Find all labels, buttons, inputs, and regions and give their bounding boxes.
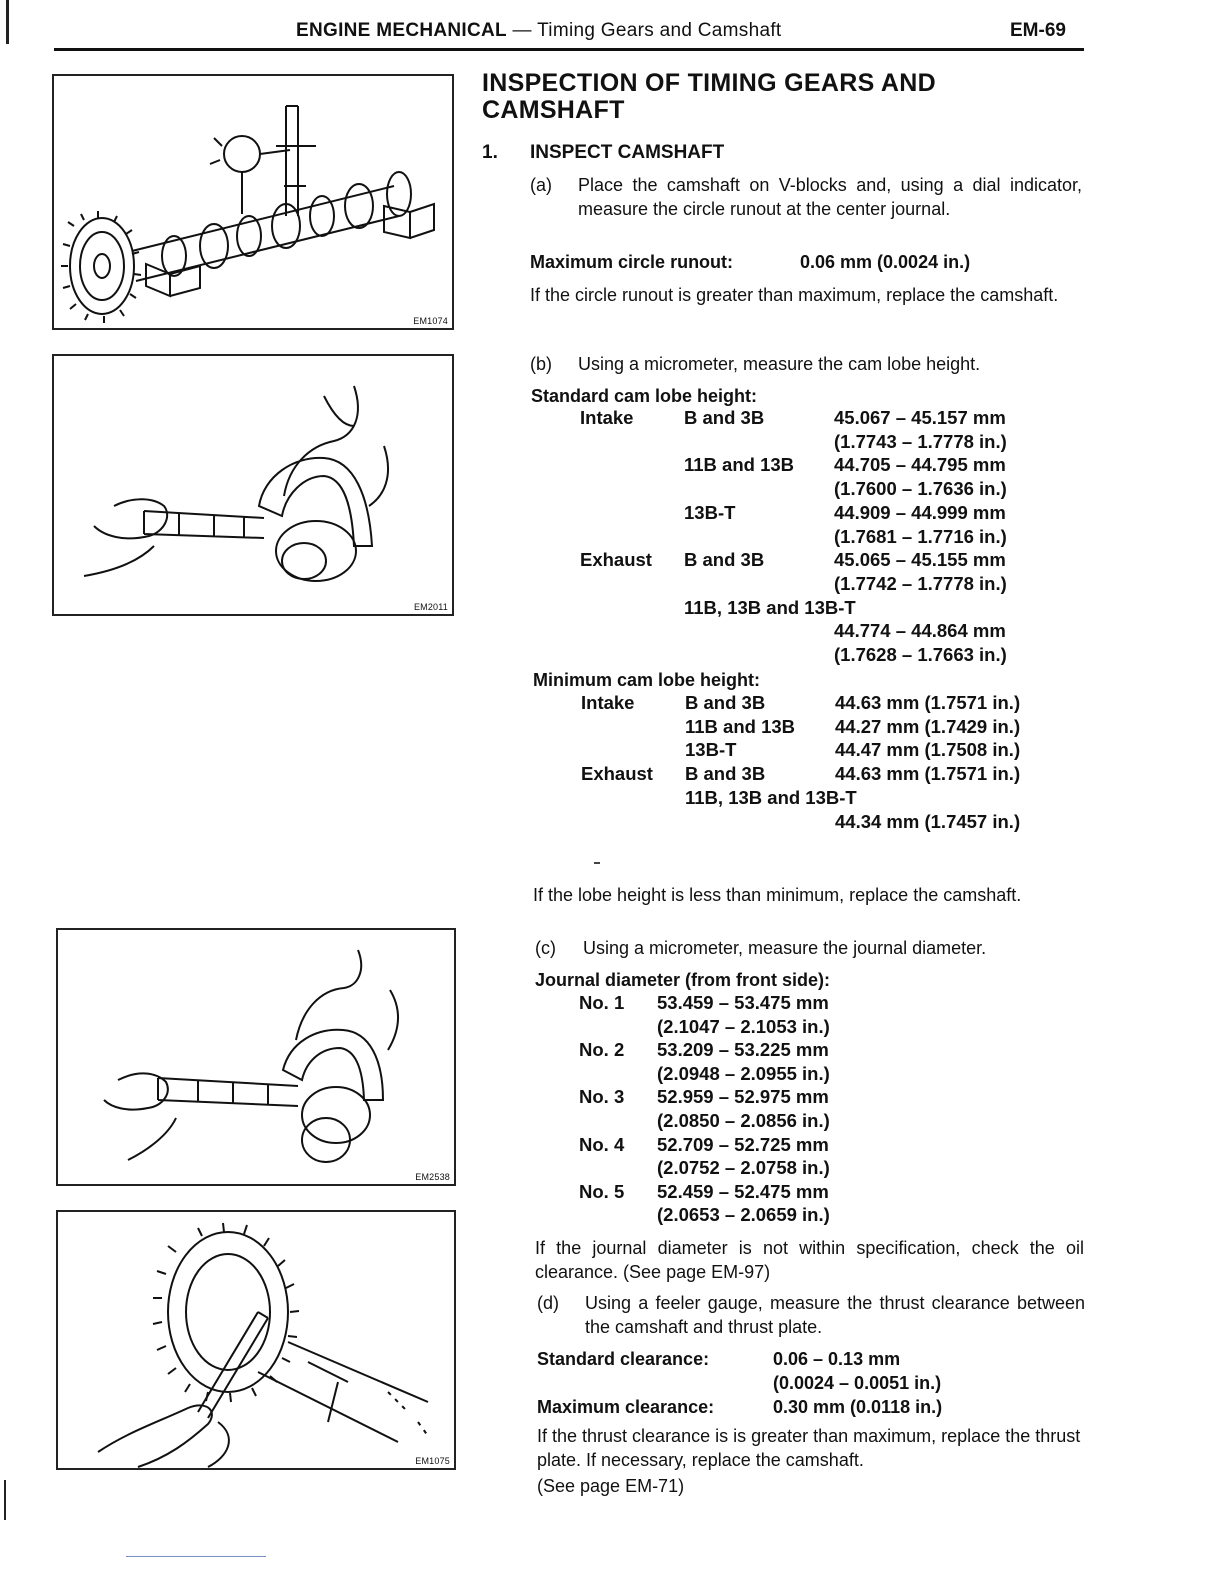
lobe-height-cell: 45.065 – 45.155 mm	[834, 549, 1006, 571]
engine-model-cell: 13B-T	[684, 501, 736, 523]
engine-model-cell: B and 3B	[684, 549, 765, 571]
lobe-height-cell: 45.067 – 45.157 mm	[834, 407, 1006, 428]
max-clearance-label: Maximum clearance:	[537, 1397, 715, 1417]
lobe-height-cell: 44.34 mm (1.7457 in.)	[835, 810, 1021, 832]
figure-camshaft-runout	[52, 74, 454, 330]
engine-model-cell: 11B, 13B and 13B-T	[684, 596, 856, 618]
lobe-height-cell: (1.7742 – 1.7778 in.)	[834, 572, 1007, 594]
journal-in-cell: (2.0653 – 2.0659 in.)	[657, 1204, 830, 1226]
journal-mm-cell: 52.959 – 52.975 mm	[657, 1086, 829, 1108]
lobe-height-cell: 44.774 – 44.864 mm	[834, 620, 1006, 642]
sub-a-note: If the circle runout is greater than maximum, replace the camshaft.	[530, 285, 1059, 305]
sub-a-text: Place the camshaft on V-blocks and, using a dial indicator, measure the circle runout at the center journal.	[578, 175, 1082, 219]
journal-diameter-heading: Journal diameter (from front side):	[535, 970, 831, 990]
lobe-type-cell: Intake	[581, 692, 635, 713]
camshaft-runout-illustration	[54, 76, 454, 330]
engine-model-cell: B and 3B	[684, 407, 765, 428]
lobe-type-cell: Exhaust	[580, 549, 652, 571]
sub-b-label: (b)	[530, 354, 552, 374]
lobe-height-cell: (1.7628 – 1.7663 in.)	[834, 644, 1007, 665]
journal-in-cell: (2.0948 – 2.0955 in.)	[657, 1062, 830, 1084]
lobe-height-cell: 44.705 – 44.795 mm	[834, 454, 1006, 476]
engine-model-cell: 11B and 13B	[685, 715, 796, 737]
journal-in-cell: (2.0850 – 2.0856 in.)	[657, 1110, 830, 1131]
journal-number-cell: No. 3	[579, 1086, 625, 1108]
lobe-height-cell: (1.7681 – 1.7716 in.)	[834, 525, 1007, 547]
lobe-height-cell: 44.63 mm (1.7571 in.)	[835, 692, 1021, 713]
journal-micrometer-illustration	[58, 930, 456, 1186]
journal-number-cell: No. 5	[579, 1180, 625, 1202]
figure-journal-micrometer	[56, 928, 456, 1186]
max-clearance-value: 0.30 mm (0.0118 in.)	[773, 1397, 943, 1417]
max-circle-runout-value: 0.06 mm (0.0024 in.)	[800, 252, 971, 272]
journal-number-cell: No. 2	[579, 1039, 625, 1061]
engine-model-cell: 11B, 13B and 13B-T	[685, 786, 857, 808]
lobe-type-cell: Intake	[580, 407, 634, 428]
footer-rule	[126, 1556, 266, 1557]
page-number: EM-69	[1010, 20, 1066, 41]
header-section: ENGINE MECHANICAL	[296, 20, 507, 41]
sub-c-label: (c)	[535, 938, 556, 958]
std-clearance-value-in: (0.0024 – 0.0051 in.)	[773, 1373, 942, 1393]
engine-model-cell: 13B-T	[685, 739, 737, 761]
figure-label: EM1074	[413, 316, 448, 326]
engine-model-cell: 11B and 13B	[684, 454, 795, 476]
cam-lobe-micrometer-illustration	[54, 356, 454, 616]
engine-model-cell: B and 3B	[685, 692, 766, 713]
sub-d-note: If the thrust clearance is is greater than maximum, replace the thrust plate. If necessary, replace the camshaft.	[537, 1426, 1081, 1470]
scan-edge-mark	[4, 1480, 6, 1520]
journal-number-cell: No. 1	[579, 992, 625, 1013]
figure-label: EM2538	[415, 1172, 450, 1182]
header-separator: —	[512, 20, 532, 41]
step-1-heading	[482, 142, 724, 164]
lobe-height-cell: 44.63 mm (1.7571 in.)	[835, 763, 1021, 785]
lobe-height-cell: 44.47 mm (1.7508 in.)	[835, 739, 1021, 761]
figure-label: EM1075	[415, 1456, 450, 1466]
lobe-type-cell: Exhaust	[581, 763, 653, 785]
thrust-clearance-illustration	[58, 1212, 456, 1470]
journal-mm-cell: 53.459 – 53.475 mm	[657, 992, 829, 1013]
sub-d-see-page: (See page EM-71)	[537, 1476, 685, 1496]
journal-number-cell: No. 4	[579, 1133, 625, 1155]
std-clearance-label: Standard clearance:	[537, 1349, 710, 1369]
scan-edge-mark	[6, 0, 9, 44]
lobe-height-cell: (1.7600 – 1.7636 in.)	[834, 478, 1007, 500]
sub-d-label: (d)	[537, 1293, 559, 1313]
header-rule	[54, 48, 1084, 51]
min-lobe-heading: Minimum cam lobe height:	[533, 670, 761, 690]
sub-b-text: Using a micrometer, measure the cam lobe height.	[578, 354, 981, 374]
sub-b-note: If the lobe height is less than minimum, replace the camshaft.	[533, 885, 1022, 905]
lobe-height-cell: 44.909 – 44.999 mm	[834, 501, 1006, 523]
journal-mm-cell: 53.209 – 53.225 mm	[657, 1039, 829, 1061]
sub-d-text: Using a feeler gauge, measure the thrust clearance between the camshaft and thrust plate.	[585, 1293, 1085, 1337]
page-title: INSPECTION OF TIMING GEARS AND CAMSHAFT	[482, 69, 936, 124]
engine-model-cell: B and 3B	[685, 763, 766, 785]
max-circle-runout-label: Maximum circle runout:	[530, 252, 734, 272]
header-subsection: Timing Gears and Camshaft	[537, 20, 782, 41]
sub-a-label: (a)	[530, 175, 552, 195]
step-label: INSPECT CAMSHAFT	[530, 142, 725, 163]
std-lobe-heading: Standard cam lobe height:	[531, 386, 758, 406]
sub-c-text: Using a micrometer, measure the journal diameter.	[583, 938, 987, 958]
journal-in-cell: (2.0752 – 2.0758 in.)	[657, 1157, 830, 1179]
lobe-height-cell: (1.7743 – 1.7778 in.)	[834, 430, 1007, 452]
journal-mm-cell: 52.459 – 52.475 mm	[657, 1180, 829, 1202]
sub-c-note: If the journal diameter is not within specification, check the oil clearance. (See page EM-97)	[535, 1238, 1084, 1282]
journal-in-cell: (2.1047 – 2.1053 in.)	[657, 1015, 830, 1037]
figure-label: EM2011	[413, 602, 448, 612]
journal-mm-cell: 52.709 – 52.725 mm	[657, 1133, 829, 1155]
step-number: 1.	[482, 142, 498, 163]
std-clearance-value: 0.06 – 0.13 mm	[773, 1349, 901, 1369]
stray-mark	[594, 862, 600, 864]
figure-cam-lobe-micrometer	[52, 354, 454, 616]
figure-thrust-clearance	[56, 1210, 456, 1470]
lobe-height-cell: 44.27 mm (1.7429 in.)	[835, 715, 1021, 737]
running-header	[296, 20, 781, 42]
